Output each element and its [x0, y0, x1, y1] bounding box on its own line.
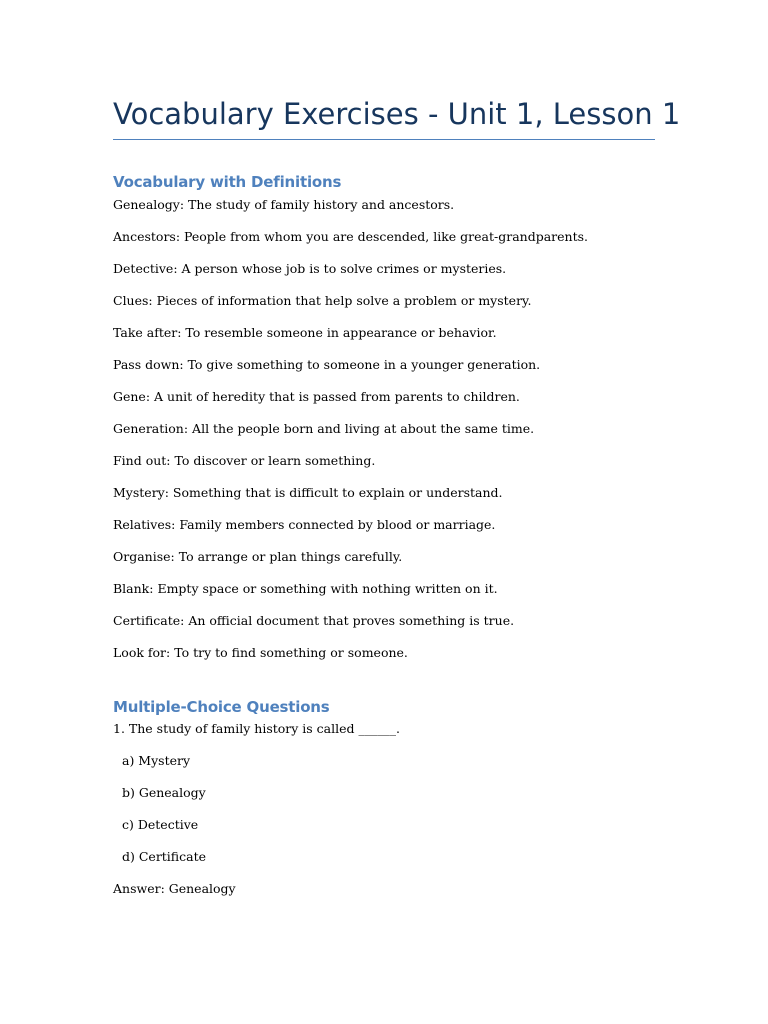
vocabulary-item: Ancestors: People from whom you are descended, like great-grandparents. — [113, 229, 589, 244]
vocabulary-item: Generation: All the people born and living at about the same time. — [113, 421, 535, 436]
vocabulary-item: Pass down: To give something to someone in a younger generation. — [113, 357, 541, 372]
mcq-heading: Multiple-Choice Questions — [113, 698, 330, 716]
vocabulary-item: Certificate: An official document that proves something is true. — [113, 613, 515, 628]
mcq-answer: Answer: Genealogy — [113, 881, 236, 896]
document-title: Vocabulary Exercises - Unit 1, Lesson 1 — [113, 97, 681, 131]
vocabulary-item: Mystery: Something that is difficult to explain or understand. — [113, 485, 503, 500]
vocabulary-item: Blank: Empty space or something with nothing written on it. — [113, 581, 498, 596]
vocabulary-item: Genealogy: The study of family history and ancestors. — [113, 197, 455, 212]
mcq-option: c) Detective — [122, 817, 199, 832]
vocabulary-item: Relatives: Family members connected by blood or marriage. — [113, 517, 496, 532]
vocabulary-item: Find out: To discover or learn something. — [113, 453, 376, 468]
vocabulary-item: Detective: A person whose job is to solve crimes or mysteries. — [113, 261, 507, 276]
vocabulary-item: Take after: To resemble someone in appearance or behavior. — [113, 325, 497, 340]
mcq-question: 1. The study of family history is called ______. — [113, 721, 400, 736]
vocabulary-item: Gene: A unit of heredity that is passed from parents to children. — [113, 389, 520, 404]
mcq-option: d) Certificate — [122, 849, 207, 864]
vocabulary-item: Clues: Pieces of information that help solve a problem or mystery. — [113, 293, 532, 308]
vocabulary-heading: Vocabulary with Definitions — [113, 173, 342, 191]
mcq-option: b) Genealogy — [122, 785, 206, 800]
mcq-option: a) Mystery — [122, 753, 191, 768]
vocabulary-item: Organise: To arrange or plan things carefully. — [113, 549, 403, 564]
vocabulary-item: Look for: To try to find something or someone. — [113, 645, 408, 660]
title-underline — [113, 139, 655, 140]
